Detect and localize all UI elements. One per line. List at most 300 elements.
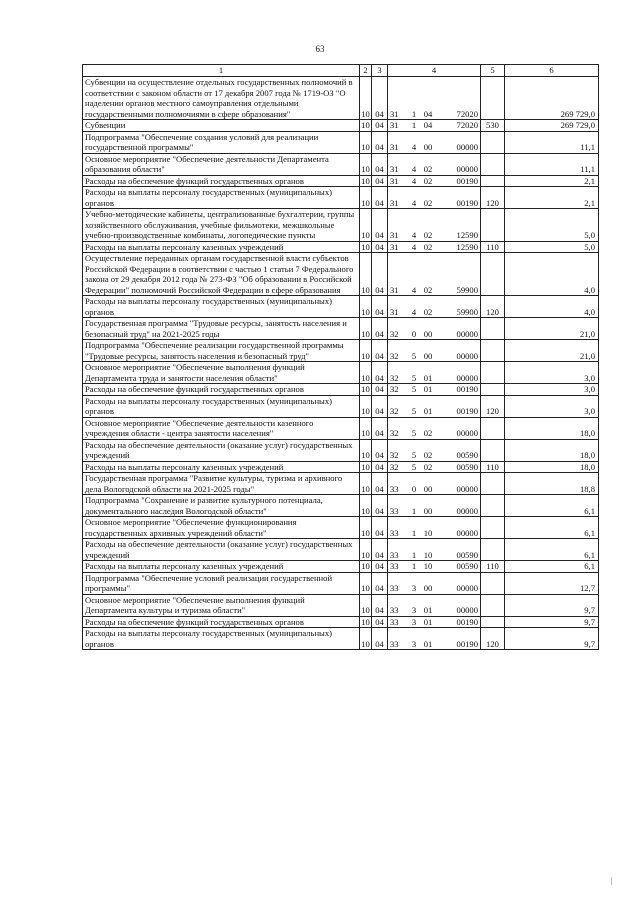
row-col-5 [481, 153, 505, 175]
row-name: Расходы на обеспечение функций государственных органов [83, 384, 360, 396]
code-program: 31 [390, 241, 399, 252]
table-row [83, 384, 599, 396]
code-activity: 00 [423, 350, 433, 361]
code-direction: 59900 [456, 284, 478, 295]
code-subprogram: 4 [411, 142, 417, 152]
code-direction: 00190 [456, 638, 478, 649]
row-col-5 [481, 340, 505, 362]
table-row [83, 131, 599, 153]
code-direction: 00590 [456, 561, 478, 571]
row-name: Расходы на обеспечение деятельности (оказание услуг) государственных учреждений [83, 439, 360, 461]
code-direction: 00190 [456, 175, 478, 186]
row-amount: 2,1 [505, 175, 599, 187]
code-program: 33 [390, 549, 399, 560]
row-col-5 [481, 131, 505, 153]
table-row [83, 495, 599, 517]
row-col-3: 04 [372, 187, 388, 209]
code-direction: 00000 [456, 428, 478, 438]
row-col-3: 04 [372, 461, 388, 473]
row-col-5 [481, 572, 505, 594]
code-subprogram: 5 [411, 450, 417, 460]
code-program: 32 [390, 450, 399, 460]
row-target-code [388, 473, 481, 495]
margin-mark: | [610, 876, 612, 885]
code-subprogram: 0 [411, 328, 417, 339]
row-amount: 6,1 [505, 539, 599, 561]
code-program: 33 [390, 505, 399, 516]
row-amount: 269 729,0 [505, 77, 599, 120]
row-col-2: 10 [360, 417, 372, 439]
code-activity: 00 [423, 483, 433, 494]
row-amount: 3,0 [505, 395, 599, 417]
row-col-3: 04 [372, 473, 388, 495]
row-col-2: 10 [361, 384, 370, 394]
row-target-code [388, 340, 481, 362]
code-direction: 00190 [456, 406, 478, 416]
header-col-3: 3 [372, 65, 388, 77]
table-row [83, 253, 599, 296]
code-direction: 00190 [456, 384, 478, 394]
row-col-3: 04 [372, 318, 388, 340]
table-row [83, 362, 599, 384]
table-row [83, 439, 599, 461]
row-col-3: 04 [372, 495, 388, 517]
row-target-code [388, 120, 481, 132]
row-target-code [388, 175, 481, 187]
row-name: Расходы на выплаты персоналу казенных учреждений [83, 241, 360, 253]
row-target-code [388, 77, 481, 120]
row-col-5 [481, 384, 505, 396]
code-activity: 01 [423, 616, 433, 627]
code-activity: 00 [423, 142, 433, 152]
row-col-2: 10 [360, 77, 372, 120]
row-col-3: 04 [372, 616, 388, 628]
code-program: 32 [390, 428, 399, 438]
row-col-5 [481, 253, 505, 296]
row-amount: 269 729,0 [505, 120, 599, 132]
table-body [83, 65, 599, 650]
row-col-3: 04 [372, 628, 388, 650]
code-activity: 10 [423, 561, 433, 571]
row-col-3: 04 [372, 439, 388, 461]
row-amount: 11,1 [505, 131, 599, 153]
code-program: 31 [390, 284, 399, 295]
code-subprogram: 5 [411, 406, 417, 416]
code-program: 31 [390, 230, 399, 240]
code-activity: 01 [423, 638, 433, 649]
code-activity: 02 [423, 306, 433, 317]
row-col-2: 10 [360, 318, 372, 340]
code-direction: 00000 [456, 372, 478, 383]
row-target-code [388, 395, 481, 417]
code-subprogram: 3 [411, 616, 417, 627]
row-col-3: 04 [372, 517, 388, 539]
row-amount: 6,1 [505, 495, 599, 517]
code-direction: 72020 [456, 108, 478, 119]
row-col-2: 10 [360, 572, 372, 594]
row-name: Расходы на обеспечение функций государственных органов [83, 175, 360, 187]
row-col-5 [481, 517, 505, 539]
row-name: Расходы на обеспечение деятельности (оказание услуг) государственных учреждений [83, 539, 360, 561]
code-program: 31 [390, 197, 399, 208]
row-col-5: 110 [481, 241, 505, 253]
row-amount: 5,0 [505, 209, 599, 242]
row-col-5: 110 [481, 561, 505, 573]
code-program: 32 [390, 406, 399, 416]
row-col-3: 04 [372, 153, 388, 175]
row-name: Государственная программа "Трудовые ресурсы, занятость населения и безопасный труд" на 2021-2025 годы [83, 318, 360, 340]
row-col-2: 10 [360, 362, 372, 384]
table-row [83, 241, 599, 253]
row-amount: 5,0 [505, 241, 599, 253]
row-col-2: 10 [360, 628, 372, 650]
row-name: Основное мероприятие "Обеспечение деятельности Департамента образования области" [83, 153, 360, 175]
code-activity: 01 [423, 605, 433, 615]
table-row [83, 616, 599, 628]
row-col-5 [481, 175, 505, 187]
code-activity: 01 [423, 406, 433, 416]
row-amount: 9,7 [505, 616, 599, 628]
row-amount: 3,0 [505, 362, 599, 384]
code-activity: 10 [423, 527, 433, 538]
code-activity: 02 [423, 241, 433, 252]
row-col-3: 04 [372, 253, 388, 296]
row-col-2: 10 [360, 153, 372, 175]
table-row [83, 318, 599, 340]
row-name: Подпрограмма "Обеспечение условий реализации государственной программы" [83, 572, 360, 594]
row-name: Расходы на выплаты персоналу государственных (муниципальных) органов [83, 395, 360, 417]
code-direction: 00190 [456, 197, 478, 208]
row-target-code [388, 561, 481, 573]
row-col-2: 10 [360, 131, 372, 153]
code-activity: 02 [423, 450, 433, 460]
row-amount: 21,0 [505, 340, 599, 362]
row-target-code [388, 131, 481, 153]
row-col-3: 04 [372, 572, 388, 594]
row-col-3: 04 [372, 340, 388, 362]
row-target-code [388, 616, 481, 628]
code-subprogram: 1 [411, 561, 417, 571]
code-program: 33 [390, 527, 399, 538]
code-program: 31 [390, 120, 399, 130]
row-col-2: 10 [360, 594, 372, 616]
row-name: Расходы на выплаты персоналу государственных (муниципальных) органов [83, 628, 360, 650]
row-target-code [388, 318, 481, 340]
row-target-code [388, 417, 481, 439]
code-direction: 00000 [456, 605, 478, 615]
row-col-3: 04 [372, 175, 388, 187]
code-program: 31 [390, 142, 399, 152]
code-subprogram: 1 [411, 108, 417, 119]
row-col-5: 120 [481, 628, 505, 650]
row-col-3: 04 [372, 417, 388, 439]
code-direction: 00000 [456, 328, 478, 339]
table-row [83, 395, 599, 417]
row-amount: 6,1 [505, 561, 599, 573]
row-name: Подпрограмма "Обеспечение реализации государственной программы "Трудовые ресурсы, занятость населения и безопасный труд" [83, 340, 360, 362]
code-program: 32 [390, 350, 399, 361]
header-col-1: 1 [83, 65, 360, 77]
row-name: Подпрограмма "Обеспечение создания условий для реализации государственной программы" [83, 131, 360, 153]
code-subprogram: 4 [411, 241, 417, 252]
row-col-2: 10 [360, 187, 372, 209]
row-col-2: 10 [360, 439, 372, 461]
code-subprogram: 4 [411, 306, 417, 317]
code-direction: 12590 [456, 241, 478, 252]
row-name: Основное мероприятие "Обеспечение выполнения функций Департамента культуры и туризма области" [83, 594, 360, 616]
code-direction: 00000 [456, 350, 478, 361]
row-amount: 6,1 [505, 517, 599, 539]
code-subprogram: 5 [411, 428, 417, 438]
row-col-5 [481, 495, 505, 517]
row-amount: 18,0 [505, 417, 599, 439]
code-program: 32 [390, 461, 399, 472]
page-number: 63 [315, 44, 325, 54]
code-activity: 00 [423, 328, 433, 339]
row-target-code [388, 296, 481, 318]
code-program: 31 [390, 164, 399, 174]
row-col-5 [481, 594, 505, 616]
code-subprogram: 3 [411, 605, 417, 615]
row-amount: 11,1 [505, 153, 599, 175]
row-target-code [388, 572, 481, 594]
code-program: 33 [390, 616, 399, 627]
row-col-3: 04 [372, 362, 388, 384]
table-row [83, 77, 599, 120]
row-target-code [388, 241, 481, 253]
row-amount: 2,1 [505, 187, 599, 209]
row-col-2: 10 [360, 253, 372, 296]
row-col-5: 110 [481, 461, 505, 473]
row-amount: 18,0 [505, 439, 599, 461]
row-col-2: 10 [360, 473, 372, 495]
code-subprogram: 5 [411, 350, 417, 361]
row-amount: 9,7 [505, 594, 599, 616]
row-target-code [388, 209, 481, 242]
row-col-3: 04 [372, 241, 388, 253]
row-name: Субвенции на осуществление отдельных государственных полномочий в соответствии с законом области от 17 декабря 2007 года № 1719-ОЗ "О наделении органов местного самоуправления отдельными государственными полномочиями в сфере образования" [83, 77, 360, 120]
code-subprogram: 4 [411, 197, 417, 208]
row-col-3: 04 [372, 131, 388, 153]
row-col-5 [481, 77, 505, 120]
row-name: Основное мероприятие "Обеспечение выполнения функций Департамента труда и занятости населения области" [83, 362, 360, 384]
code-direction: 12590 [456, 230, 478, 240]
row-amount: 18,8 [505, 473, 599, 495]
code-subprogram: 1 [411, 505, 417, 516]
code-direction: 00000 [456, 505, 478, 516]
row-col-5 [481, 439, 505, 461]
row-col-2: 10 [361, 241, 370, 252]
row-col-3: 04 [372, 395, 388, 417]
table-row [83, 175, 599, 187]
row-col-5 [481, 616, 505, 628]
row-name: Субвенции [83, 120, 360, 132]
row-name: Расходы на обеспечение функций государственных органов [83, 616, 360, 628]
row-col-2: 10 [361, 120, 370, 130]
table-row [83, 561, 599, 573]
row-col-3: 04 [372, 209, 388, 242]
row-target-code [388, 461, 481, 473]
code-activity: 02 [423, 175, 433, 186]
code-direction: 00000 [456, 527, 478, 538]
row-col-3: 04 [372, 384, 388, 396]
row-col-2: 10 [360, 209, 372, 242]
row-name: Учебно-методические кабинеты, централизованные бухгалтерии, группы хозяйственного обслуживания, учебные фильмотеки, межшкольные учебно-производственные комбинаты, логопедические пункты [83, 209, 360, 242]
table-row [83, 340, 599, 362]
row-col-2: 10 [361, 616, 370, 627]
row-col-3: 04 [372, 296, 388, 318]
row-name: Основное мероприятие "Обеспечение функционирования государственных архивных учреждений области" [83, 517, 360, 539]
table-row [83, 517, 599, 539]
row-col-2: 10 [360, 296, 372, 318]
row-col-5: 530 [481, 120, 505, 132]
row-col-5: 120 [481, 187, 505, 209]
code-activity: 01 [423, 372, 433, 383]
row-col-2: 10 [360, 340, 372, 362]
table-row [83, 594, 599, 616]
code-direction: 00590 [456, 450, 478, 460]
row-col-3: 04 [372, 561, 388, 573]
row-target-code [388, 594, 481, 616]
row-name: Государственная программа "Развитие культуры, туризма и архивного дела Вологодской области на 2021-2025 годы" [83, 473, 360, 495]
code-activity: 01 [423, 384, 433, 394]
row-amount: 9,7 [505, 628, 599, 650]
row-name: Расходы на выплаты персоналу казенных учреждений [83, 461, 360, 473]
code-subprogram: 5 [411, 384, 417, 394]
table-row [83, 417, 599, 439]
table-row [83, 187, 599, 209]
table-row [83, 209, 599, 242]
row-target-code [388, 253, 481, 296]
row-col-5 [481, 318, 505, 340]
code-program: 31 [390, 175, 399, 186]
code-direction: 00590 [456, 461, 478, 472]
row-col-5 [481, 417, 505, 439]
row-amount: 3,0 [505, 384, 599, 396]
code-subprogram: 4 [411, 230, 417, 240]
budget-table [82, 64, 599, 650]
row-col-3: 04 [372, 77, 388, 120]
code-subprogram: 4 [411, 164, 417, 174]
code-subprogram: 1 [411, 120, 417, 130]
code-direction: 00590 [456, 549, 478, 560]
row-col-3: 04 [372, 120, 388, 132]
code-program: 32 [390, 372, 399, 383]
code-program: 33 [390, 605, 399, 615]
code-program: 32 [390, 384, 399, 394]
code-activity: 02 [423, 197, 433, 208]
row-name: Основное мероприятие "Обеспечение деятельности казенного учреждения области - центра занятости населения" [83, 417, 360, 439]
row-target-code [388, 153, 481, 175]
row-target-code [388, 187, 481, 209]
code-direction: 00000 [456, 583, 478, 593]
row-col-5: 120 [481, 395, 505, 417]
code-direction: 00000 [456, 164, 478, 174]
row-name: Расходы на выплаты персоналу казенных учреждений [83, 561, 360, 573]
code-subprogram: 5 [411, 372, 417, 383]
code-program: 32 [390, 328, 399, 339]
row-amount: 12,7 [505, 572, 599, 594]
row-name: Осуществление переданных органам государственной власти субъектов Российской Федерации в соответствии с частью 1 статьи 7 Федерального закона от 29 декабря 2012 года № 273-ФЗ "Об образовании в Российской Федерации" полномочий Российской Федерации в сфере образования [83, 253, 360, 296]
table-row [83, 153, 599, 175]
table-row [83, 296, 599, 318]
code-activity: 02 [423, 164, 433, 174]
code-activity: 04 [423, 120, 433, 130]
code-program: 33 [390, 638, 399, 649]
row-col-2: 10 [361, 461, 370, 472]
row-target-code [388, 439, 481, 461]
table-row [83, 572, 599, 594]
table-row [83, 628, 599, 650]
header-col-6: 6 [505, 65, 599, 77]
code-direction: 00000 [456, 483, 478, 494]
code-direction: 59900 [456, 306, 478, 317]
code-subprogram: 3 [411, 583, 417, 593]
table-row [83, 473, 599, 495]
code-program: 33 [390, 583, 399, 593]
code-activity: 04 [423, 108, 433, 119]
table-row [83, 539, 599, 561]
row-col-2: 10 [360, 539, 372, 561]
code-activity: 02 [423, 428, 433, 438]
code-program: 31 [390, 306, 399, 317]
header-col-4: 4 [388, 65, 481, 77]
row-target-code [388, 384, 481, 396]
row-col-5 [481, 539, 505, 561]
code-activity: 02 [423, 461, 433, 472]
row-col-2: 10 [360, 395, 372, 417]
code-direction: 72020 [456, 120, 478, 130]
code-program: 31 [390, 108, 399, 119]
row-amount: 18,0 [505, 461, 599, 473]
code-subprogram: 0 [411, 483, 417, 494]
row-target-code [388, 362, 481, 384]
code-subprogram: 4 [411, 175, 417, 186]
code-subprogram: 1 [411, 549, 417, 560]
row-col-3: 04 [372, 539, 388, 561]
row-col-5: 120 [481, 296, 505, 318]
header-col-5: 5 [481, 65, 505, 77]
code-activity: 10 [423, 549, 433, 560]
row-col-5 [481, 209, 505, 242]
header-col-2: 2 [360, 65, 372, 77]
row-amount: 4,0 [505, 296, 599, 318]
row-name: Расходы на выплаты персоналу государственных (муниципальных) органов [83, 187, 360, 209]
row-target-code [388, 495, 481, 517]
code-program: 33 [390, 561, 399, 571]
header-row [83, 65, 599, 77]
code-activity: 02 [423, 230, 433, 240]
row-name: Подпрограмма "Сохранение и развитие культурного потенциала, документального наследия Вологодской области" [83, 495, 360, 517]
row-name: Расходы на выплаты персоналу государственных (муниципальных) органов [83, 296, 360, 318]
code-subprogram: 4 [411, 284, 417, 295]
code-activity: 02 [423, 284, 433, 295]
row-col-2: 10 [360, 517, 372, 539]
row-col-3: 04 [372, 594, 388, 616]
row-target-code [388, 628, 481, 650]
code-direction: 00000 [456, 142, 478, 152]
code-direction: 00190 [456, 616, 478, 627]
code-subprogram: 5 [411, 461, 417, 472]
code-activity: 00 [423, 583, 433, 593]
row-amount: 4,0 [505, 253, 599, 296]
table-row [83, 461, 599, 473]
row-col-5 [481, 473, 505, 495]
row-col-2: 10 [361, 175, 370, 186]
code-activity: 00 [423, 505, 433, 516]
row-col-5 [481, 362, 505, 384]
row-amount: 21,0 [505, 318, 599, 340]
